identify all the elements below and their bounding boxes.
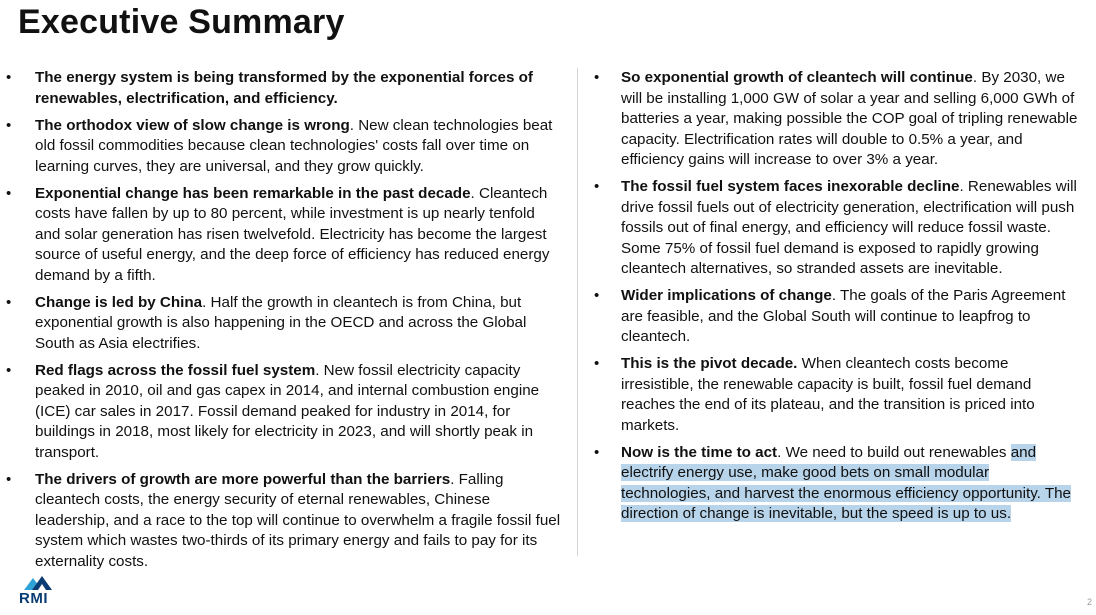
highlighted-text: and electrify energy use, make good bets on small modular technologies, and harvest the enormous efficiency opportunity. The direction of change is inevitable, but the speed is up to us. <box>621 443 1071 522</box>
bullet-icon: • <box>594 69 600 86</box>
bullet-text: . Falling cleantech costs, the energy security of eternal renewables, Chinese leadership, and a race to the top will continue to overwhelm a fragile fossil fuel system which wastes two-thirds of its primary energy and fails to pay for its externality costs. <box>35 470 561 570</box>
page-title: Executive Summary <box>18 3 345 41</box>
bullet-lead: Red flags across the fossil fuel system <box>35 361 316 379</box>
bullet-icon: • <box>594 355 600 372</box>
bullet-item-wider-implications <box>588 286 1080 348</box>
bullet-item-exponential-change <box>0 184 562 287</box>
bullet-icon: • <box>6 184 12 202</box>
bullet-icon: • <box>6 361 12 379</box>
bullet-item-led-by-china <box>0 293 562 355</box>
bullet-text: . By 2030, we will be installing 1,000 GW of solar a year and selling 6,000 GWh of batteries a year, making possible the COP goal of tripling renewable capacity. Electrification rates will double to 0.5% a year, and efficiency gains will increase to over 3% a year. <box>621 69 1078 168</box>
bullet-item-time-to-act <box>588 443 1080 525</box>
logo-text: RMI <box>19 590 48 607</box>
bullet-icon: • <box>594 443 600 461</box>
bullet-text: . New clean technologies beat old fossil commodities because clean technologies' costs fall over time on learning curves, they are universal, and they grow quickly. <box>35 116 553 175</box>
bullet-text: . New fossil electricity capacity peaked in 2010, oil and gas capex in 2014, and internal combustion engine (ICE) car sales in 2017. Fossil demand peaked for industry in 2014, for buildings in 2018, most likely for electricity in 2023, and will shortly peak in transport. <box>35 361 540 461</box>
bullet-icon: • <box>6 470 12 488</box>
page-number: 2 <box>1086 597 1092 607</box>
bullet-item-red-flags <box>0 361 562 464</box>
left-bullet-list <box>0 68 562 572</box>
bullet-item-orthodox-view <box>0 116 562 178</box>
bullet-icon: • <box>594 178 600 195</box>
bullet-lead: Now is the time to act <box>621 443 778 461</box>
bullet-text: . Renewables will drive fossil fuels out of electricity generation, electrification will push fossils out of final energy, and efficiency will reduce fossil waste. Some 75% of fossil fuel demand is exposed to rapidly growing cleantech alternatives, so stranded assets are inevitable. <box>621 178 1077 277</box>
right-bullet-list <box>588 68 1080 525</box>
bullet-text: . The goals of the Paris Agreement are feasible, and the Global South will continue to leapfrog to cleantech. <box>621 287 1066 345</box>
bullet-text: When cleantech costs become irresistible, the renewable capacity is built, fossil fuel demand reaches the end of its plateau, and the transition is priced into markets. <box>621 355 1035 434</box>
bullet-lead: Wider implications of change <box>621 287 832 304</box>
bullet-item-fossil-decline <box>588 177 1080 280</box>
bullet-lead: Change is led by China <box>35 293 203 311</box>
bullet-item-growth-continues <box>588 68 1080 171</box>
left-column <box>0 68 562 579</box>
bullet-text: . We need to build out renewables <box>777 443 1011 461</box>
bullet-icon: • <box>6 116 12 134</box>
bullet-icon: • <box>6 293 12 311</box>
bullet-item-energy-transformed <box>0 68 562 109</box>
bullet-text: . Half the growth in cleantech is from China, but exponential growth is also happening in the OECD and across the Global South as Asia electrifies. <box>35 293 527 352</box>
column-divider <box>577 68 578 556</box>
bullet-lead: Exponential change has been remarkable in the past decade <box>35 184 471 202</box>
bullet-lead: This is the pivot decade. <box>621 355 798 372</box>
bullet-item-drivers-of-growth <box>0 470 562 573</box>
bullet-lead: The fossil fuel system faces inexorable decline <box>621 178 960 195</box>
bullet-lead: The orthodox view of slow change is wrong <box>35 116 350 134</box>
bullet-icon: • <box>594 287 600 304</box>
right-column <box>588 68 1080 531</box>
bullet-item-pivot-decade <box>588 354 1080 436</box>
bullet-lead: So exponential growth of cleantech will continue <box>621 69 973 86</box>
bullet-text: . Cleantech costs have fallen by up to 80 percent, while investment is up nearly tenfold and solar generation has risen twelvefold. Electricity has become the largest source of useful energy, and the deep force of efficiency has reduced energy demand by a fifth. <box>35 184 550 284</box>
bullet-lead: The energy system is being transformed by the exponential forces of renewables, electrification, and efficiency. <box>35 69 533 107</box>
bullet-icon: • <box>6 69 12 86</box>
bullet-lead: The drivers of growth are more powerful than the barriers <box>35 470 451 488</box>
